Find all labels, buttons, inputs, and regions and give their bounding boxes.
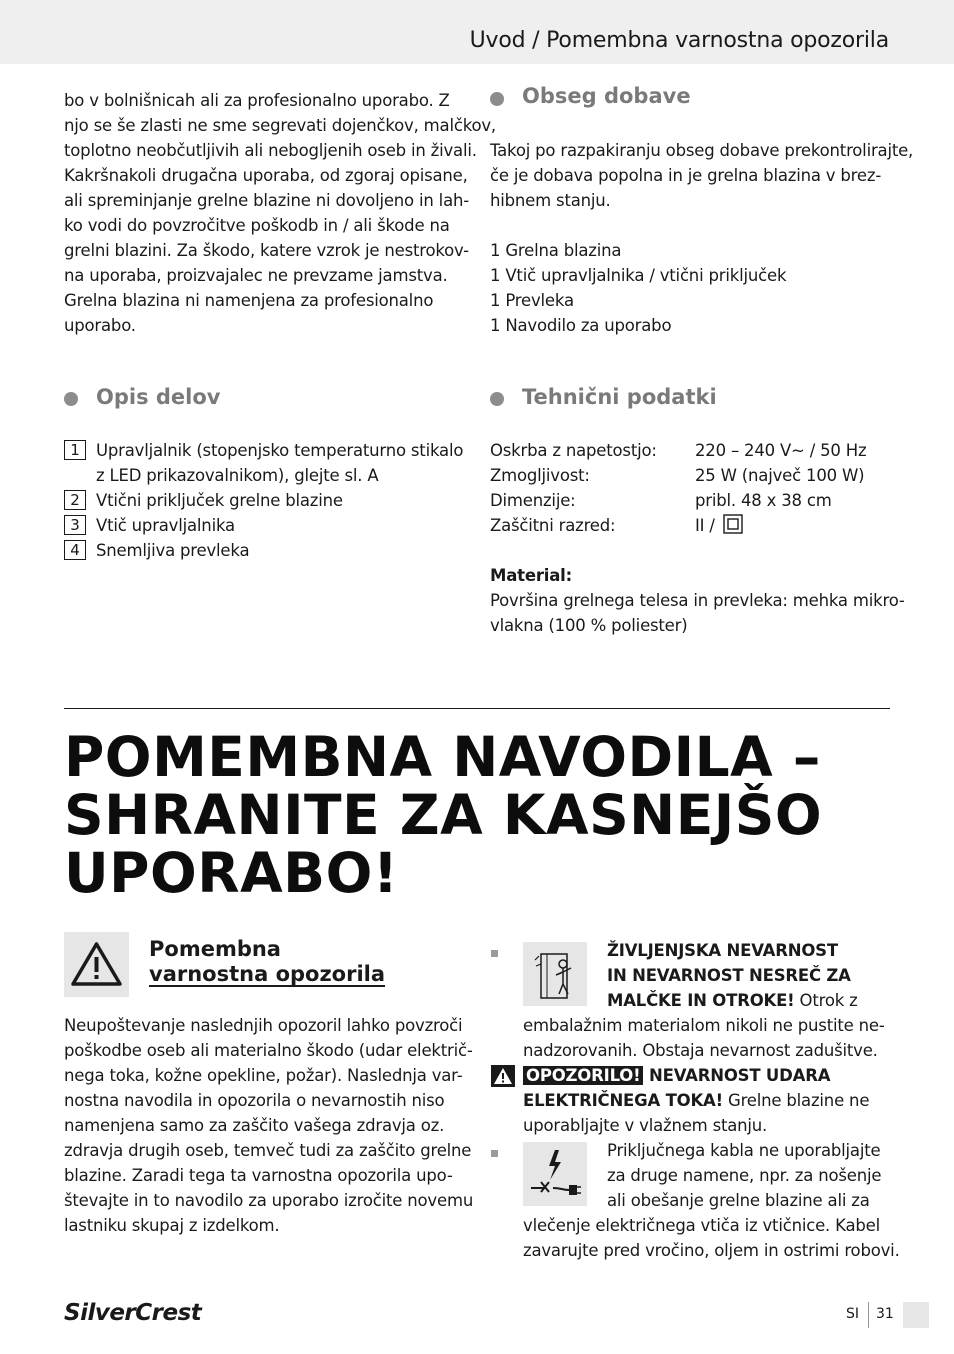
brand-logo: SilverCrest [64, 1300, 202, 1326]
safety-heading-line1: Pomembna [149, 937, 281, 961]
scope-intro [490, 138, 913, 213]
list-item: 1 Prevleka [490, 291, 574, 310]
warning-bold-text: ŽIVLJENJSKA NEVARNOST [607, 941, 838, 960]
spec-value-row [695, 513, 866, 538]
warning-text-line: Priključnega kabla ne uporabljajte [607, 1141, 881, 1160]
section-bullet-icon [490, 391, 504, 410]
page-lang: SI [846, 1306, 860, 1322]
child-hazard-icon [523, 942, 587, 1006]
main-title-line: SHRANITE ZA KASNEJŠO [64, 783, 823, 847]
warning-text-line [523, 1063, 830, 1088]
tech-values [695, 438, 866, 538]
warning-text-line: nadzorovanih. Obstaja nevarnost zadušitve. [523, 1041, 878, 1060]
text-line: nega toka, kožne opekline, požar). Naslednja var- [64, 1066, 463, 1085]
spec-label: Zaščitni razred: [490, 516, 616, 535]
main-title-line: POMEMBNA NAVODILA – [64, 725, 821, 789]
spec-label: Dimenzije: [490, 491, 576, 510]
list-item: 1 Navodilo za uporabo [490, 316, 672, 335]
warning-text-line: embalažnim materialom nikoli ne pustite ne- [523, 1016, 885, 1035]
text-line: Upravljalnik (stopenjsko temperaturno stikalo [96, 441, 464, 460]
spec-label: Oskrba z napetostjo: [490, 441, 657, 460]
part-number: 3 [64, 515, 86, 535]
part-description: Snemljiva prevleka [96, 541, 250, 560]
text-line: grelni blazini. Za škodo, katere vzrok je nestrokov- [64, 241, 469, 260]
warning-text-line: uporabljajte v vlažnem stanju. [523, 1116, 768, 1135]
list-bullet [491, 950, 498, 957]
footer-divider [868, 1302, 869, 1328]
text-line: njo se še zlasti ne sme segrevati dojenčkov, malčkov, [64, 116, 496, 135]
warning-text: Grelne blazine ne [722, 1091, 870, 1110]
warning-bold-text: MALČKE IN OTROKE! [607, 991, 795, 1010]
safety-paragraph [64, 1013, 473, 1238]
text-line: namenjena samo za zaščito vašega zdravja oz. [64, 1116, 445, 1135]
warning-text-line: vlečenje električnega vtiča iz vtičnice. Kabel [523, 1216, 880, 1235]
text-line: uporabo. [64, 316, 136, 335]
material-label: Material: [490, 566, 573, 585]
text-line: blazine. Zaradi tega ta varnostna opozorila upo- [64, 1166, 453, 1185]
warning-text-line: za druge namene, npr. za nošenje [607, 1166, 882, 1185]
material-text [490, 588, 905, 638]
footer-tab-marker [903, 1302, 929, 1328]
text-line: z LED prikazovalnikom), glejte sl. A [96, 466, 379, 485]
text-line: hibnem stanju. [490, 191, 611, 210]
text-line: na uporaba, proizvajalec ne prevzame jamstva. [64, 266, 448, 285]
page-header-title: Uvod / Pomembna varnostna opozorila [469, 28, 889, 53]
text-line: če je dobava popolna in je grelna blazina v brez- [490, 166, 882, 185]
text-line: vlakna (100 % poliester) [490, 616, 688, 635]
spec-value: II / [695, 516, 715, 535]
page-number: 31 [876, 1306, 894, 1322]
tech-heading: Tehnični podatki [522, 385, 717, 409]
scope-list [490, 238, 786, 338]
spec-value: pribl. 48 x 38 cm [695, 491, 832, 510]
spec-value: 25 W (največ 100 W) [695, 466, 865, 485]
list-item: 1 Grelna blazina [490, 241, 622, 260]
warning-bold-text: IN NEVARNOST NESREČ ZA [607, 966, 851, 985]
cable-hazard-icon [523, 1142, 587, 1206]
text-line: Površina grelnega telesa in prevleka: mehka mikro- [490, 591, 905, 610]
parts-heading: Opis delov [96, 385, 221, 409]
section-bullet-icon [64, 391, 78, 410]
tech-labels [490, 438, 657, 538]
text-line: Neupoštevanje naslednjih opozoril lahko povzroči [64, 1016, 463, 1035]
section-divider [64, 708, 890, 709]
text-line: ko vodi do povzročitve poškodb in / ali škode na [64, 216, 450, 235]
warning-text-line: zavarujte pred vročino, oljem in ostrimi robovi. [523, 1241, 900, 1260]
part-number: 4 [64, 540, 86, 560]
spec-label: Zmogljivost: [490, 466, 590, 485]
safety-heading-line2: varnostna opozorila [149, 962, 386, 986]
text-line: Takoj po razpakiranju obseg dobave prekontrolirajte, [490, 141, 914, 160]
part-description: Vtič upravljalnika [96, 516, 235, 535]
warning-tag: OPOZORILO! [523, 1066, 643, 1085]
warning-bold-text: ELEKTRIČNEGA TOKA! [523, 1091, 723, 1110]
warning-text-line [523, 1088, 869, 1113]
intro-paragraph [64, 88, 496, 338]
warning-triangle-icon [491, 1065, 515, 1087]
scope-heading: Obseg dobave [522, 84, 691, 108]
warning-triangle-icon [64, 932, 129, 997]
text-line: števajte in to navodilo za uporabo izročite novemu [64, 1191, 474, 1210]
text-line: toplotno neobčutljivih ali nebogljenih oseb in živali. [64, 141, 477, 160]
part-description [96, 438, 463, 488]
text-line: poškodbe oseb ali materialno škodo (udar električ- [64, 1041, 473, 1060]
warning-bold-text: NEVARNOST UDARA [643, 1066, 831, 1085]
part-number: 1 [64, 440, 86, 460]
main-title-line: UPORABO! [64, 841, 399, 905]
spec-value: 220 – 240 V~ / 50 Hz [695, 441, 867, 460]
text-line: bo v bolnišnicah ali za profesionalno uporabo. Z [64, 91, 450, 110]
warning-text-line [607, 988, 858, 1013]
warning-text: Otrok z [794, 991, 858, 1010]
text-line: zdravja drugih oseb, temveč tudi za zaščito grelne [64, 1141, 472, 1160]
text-line: Grelna blazina ni namenjena za profesionalno [64, 291, 434, 310]
list-bullet [491, 1150, 498, 1157]
part-description: Vtični priključek grelne blazine [96, 491, 343, 510]
part-number: 2 [64, 490, 86, 510]
text-line: lastniku skupaj z izdelkom. [64, 1216, 280, 1235]
double-insulation-icon [723, 514, 743, 541]
text-line: ali spreminjanje grelne blazine ni dovoljeno in lah- [64, 191, 469, 210]
warning-text-line: ali obešanje grelne blazine ali za [607, 1191, 870, 1210]
text-line: Kakršnakoli drugačna uporaba, od zgoraj opisane, [64, 166, 468, 185]
section-bullet-icon [490, 91, 504, 110]
text-line: nostna navodila in opozorila o nevarnostih niso [64, 1091, 445, 1110]
list-item: 1 Vtič upravljalnika / vtični priključek [490, 266, 787, 285]
